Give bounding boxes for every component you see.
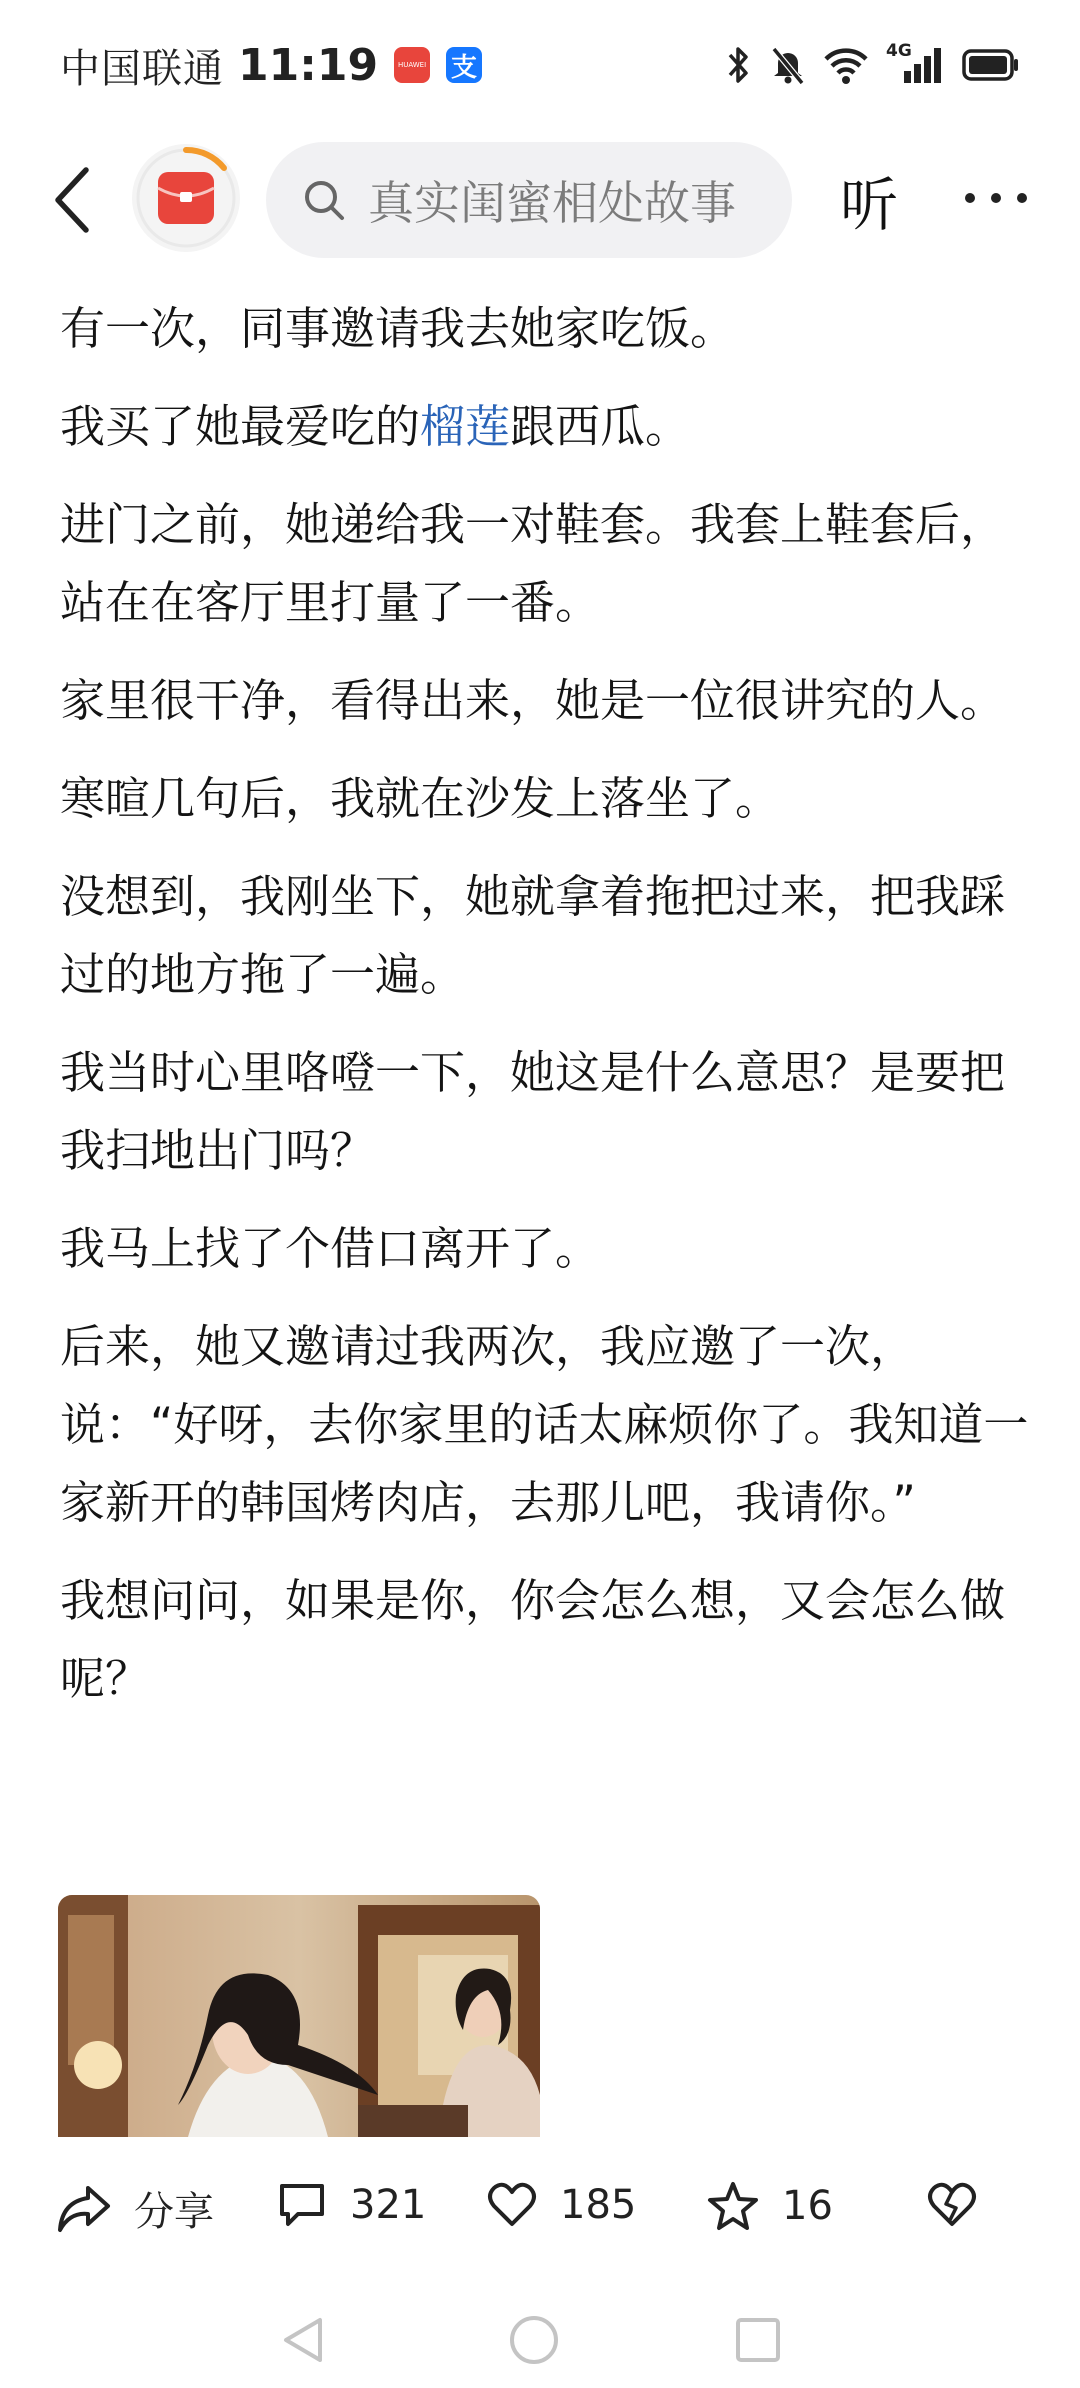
heart-icon — [486, 2180, 538, 2230]
article-paragraph: 我想问问，如果是你，你会怎么想，又会怎么做呢？ — [60, 1574, 1006, 1705]
broken-heart-icon — [926, 2180, 978, 2230]
mute-bell-icon — [770, 45, 806, 85]
article-photo[interactable] — [58, 1895, 540, 2137]
star-icon — [706, 2180, 760, 2232]
circle-home-icon — [508, 2314, 560, 2366]
alipay-app-icon: 支 — [446, 47, 482, 83]
article-body — [60, 290, 1030, 1738]
search-input[interactable] — [266, 142, 792, 258]
durian-link[interactable]: 榴莲 — [420, 400, 511, 453]
like-button[interactable] — [486, 2180, 636, 2230]
article-paragraph: 我当时心里咯噔一下，她这是什么意思？是要把我扫地出门吗？ — [60, 1046, 1006, 1177]
chevron-left-icon — [44, 162, 104, 238]
bluetooth-icon — [726, 45, 752, 85]
article-paragraph: 没想到，我刚坐下，她就拿着拖把过来，把我踩过的地方拖了一遍。 — [60, 870, 1006, 1001]
top-bar — [0, 130, 1080, 270]
huawei-app-icon: HUAWEI — [394, 47, 430, 83]
comment-bubble-icon — [276, 2180, 328, 2230]
article-paragraph: 家里很干净，看得出来，她是一位很讲究的人。 — [60, 674, 1006, 727]
paragraph-text: 我买了她最爱吃的 — [60, 400, 421, 453]
nav-recents-button[interactable] — [734, 2316, 782, 2368]
nav-home-button[interactable] — [508, 2314, 560, 2370]
square-recents-icon — [734, 2316, 782, 2364]
back-button[interactable] — [44, 162, 104, 238]
favorite-button[interactable] — [706, 2180, 833, 2232]
article-paragraph: 我马上找了个借口离开了。 — [60, 1222, 601, 1275]
red-envelope-logo-icon — [132, 144, 240, 252]
broken-heart-button[interactable] — [926, 2180, 978, 2230]
search-placeholder: 真实闺蜜相处故事 — [368, 176, 736, 230]
share-arrow-icon — [56, 2184, 112, 2234]
listen-button[interactable]: 听 — [840, 171, 899, 239]
article-paragraph: 寒暄几句后，我就在沙发上落坐了。 — [60, 772, 781, 825]
article-paragraph: 有一次，同事邀请我去她家吃饭。 — [60, 302, 736, 355]
comments-count: 321 — [350, 2182, 427, 2228]
action-bar — [0, 2140, 1080, 2270]
paragraph-text: 跟西瓜。 — [510, 400, 691, 453]
favorites-count: 16 — [782, 2183, 833, 2229]
app-logo[interactable] — [132, 144, 240, 252]
comments-button[interactable] — [276, 2180, 426, 2230]
share-label: 分享 — [134, 2189, 214, 2235]
article-paragraph: 后来，她又邀请过我两次，我应邀了一次，说：“好呀，去你家里的话太麻烦你了。我知道一家新开的韩国烤肉店，去那儿吧，我请你。” — [60, 1320, 1029, 1529]
cellular-signal-icon: 4G — [886, 45, 944, 85]
carrier-name: 中国联通 — [60, 45, 224, 92]
likes-count: 185 — [560, 2182, 637, 2228]
search-icon — [302, 178, 346, 222]
more-options-button[interactable] — [960, 186, 1032, 210]
status-bar — [0, 0, 1080, 130]
article-paragraph — [60, 388, 1030, 466]
ellipsis-icon — [960, 186, 1032, 210]
status-time: 11:19 — [238, 39, 379, 91]
triangle-back-icon — [278, 2314, 328, 2366]
nav-back-button[interactable] — [278, 2314, 328, 2370]
wifi-icon — [824, 45, 868, 85]
share-button[interactable] — [56, 2180, 214, 2237]
system-navigation-bar — [0, 2290, 1080, 2388]
battery-icon — [962, 48, 1020, 82]
article-paragraph: 进门之前，她递给我一对鞋套。我套上鞋套后，站在在客厅里打量了一番。 — [60, 498, 1006, 629]
